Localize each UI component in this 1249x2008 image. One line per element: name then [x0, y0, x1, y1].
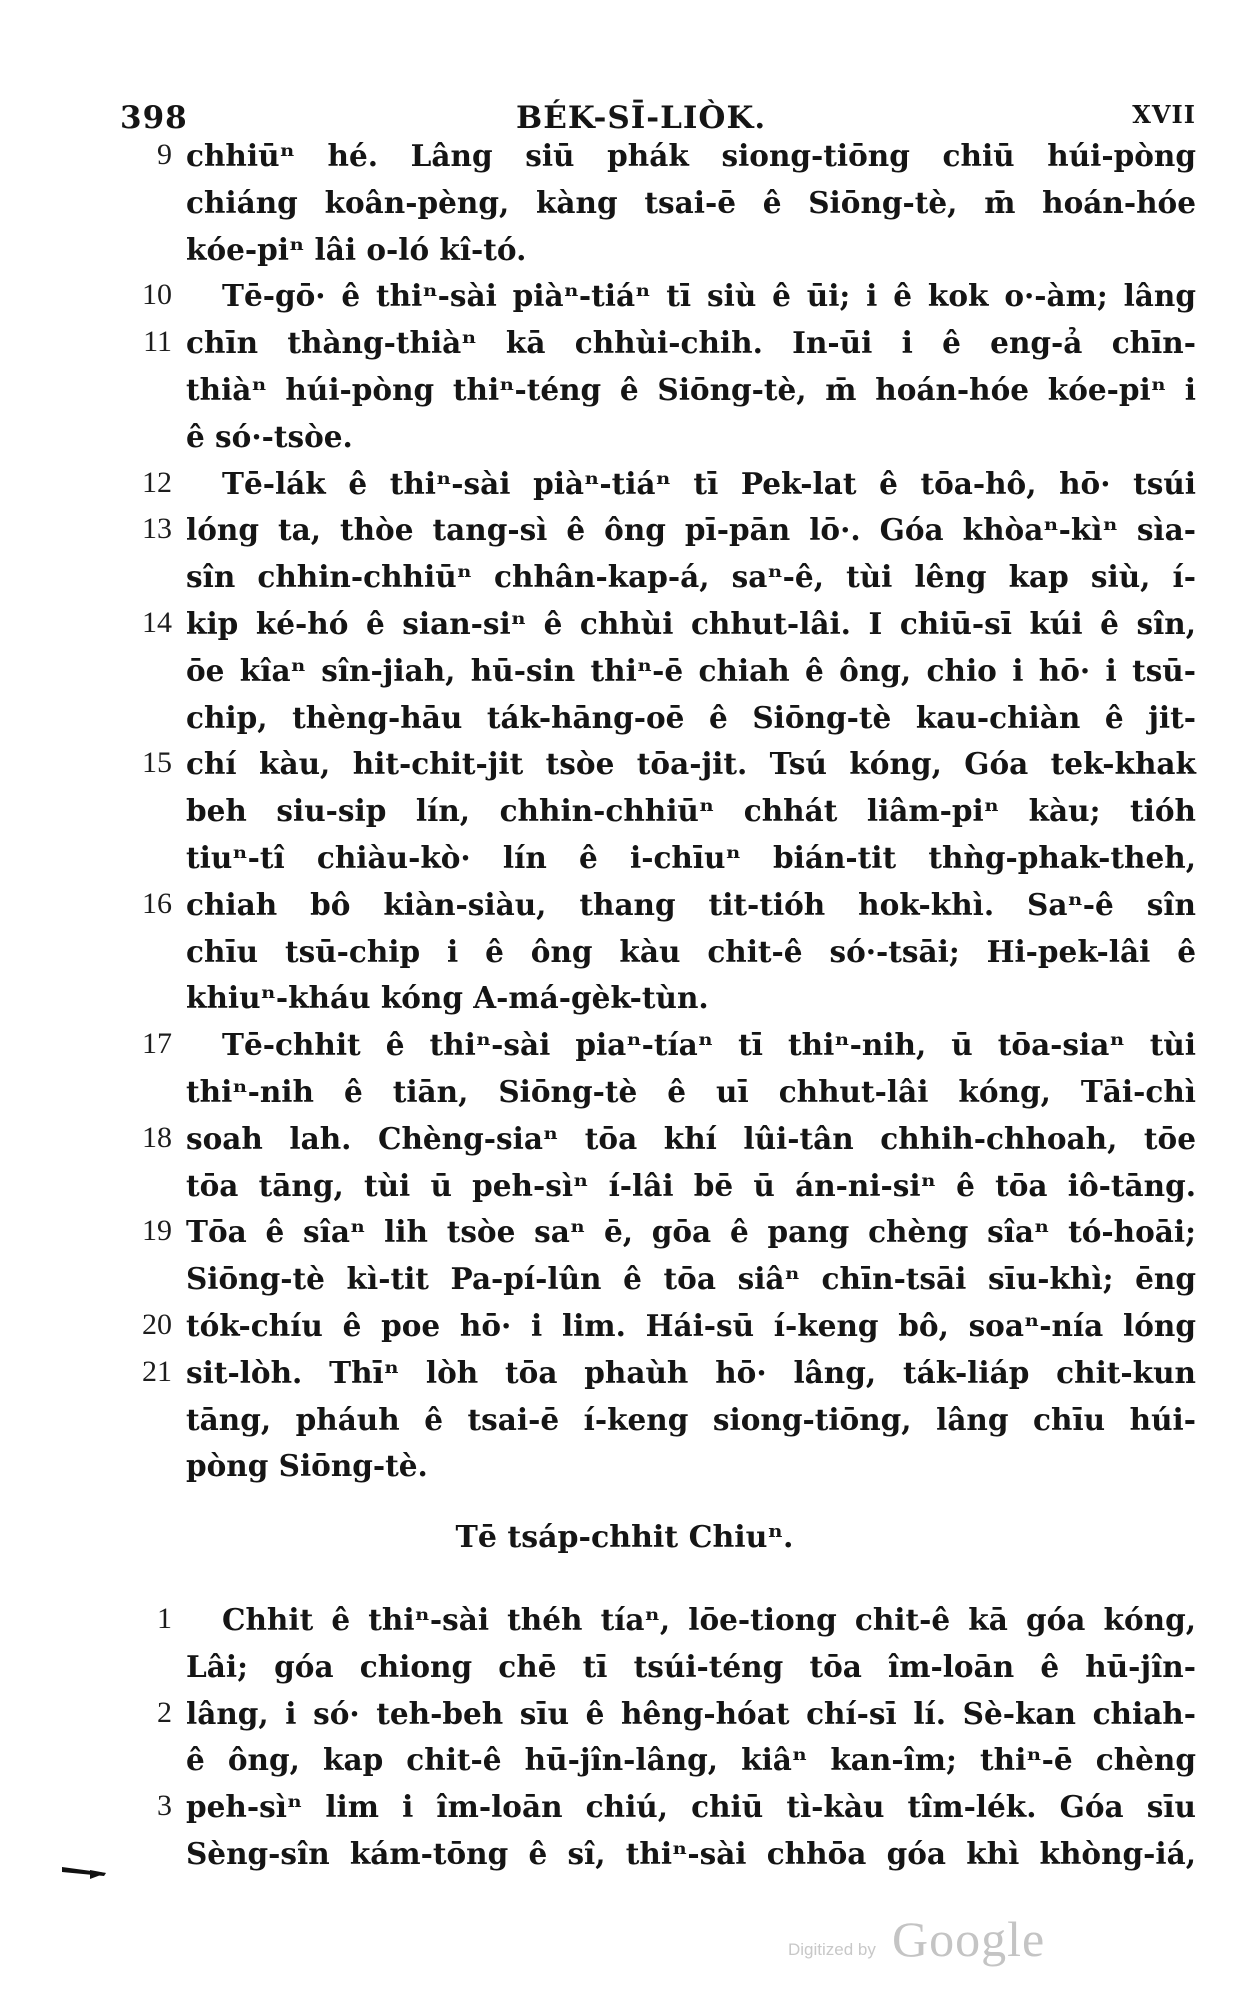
verse-number: 9	[157, 138, 172, 171]
verse-number: 17	[142, 1027, 172, 1061]
line-text: Chhit ê thiⁿ-sài théh tíaⁿ, lōe-tiong chit-ê kā góa kóng,	[222, 1602, 1196, 1637]
chapter-number: XVII	[1132, 100, 1196, 129]
text-line	[0, 1072, 1249, 1118]
text-line	[0, 183, 1249, 229]
line-text: tók-chíu ê poe hō· i lim. Hái-sū í-keng bô, soaⁿ-nía lóng	[186, 1308, 1196, 1343]
watermark-small-text: Digitized by	[788, 1940, 876, 1959]
text-line	[0, 1166, 1249, 1212]
text-line	[0, 557, 1249, 603]
text-line	[0, 1647, 1249, 1693]
text-line	[0, 744, 1249, 790]
text-line	[0, 1400, 1249, 1446]
text-line	[0, 791, 1249, 837]
verse-number: 18	[142, 1120, 172, 1154]
text-line	[0, 1353, 1249, 1399]
verse-number: 13	[142, 512, 172, 546]
line-text: Tōa ê sîaⁿ lih tsòe saⁿ ē, gōa ê pang chèng sîaⁿ tó-hoāi;	[186, 1214, 1196, 1250]
text-line	[0, 1740, 1249, 1786]
line-text: kóe-piⁿ lâi o-ló kî-tó.	[186, 231, 527, 267]
text-line	[0, 323, 1249, 369]
text-line	[0, 1212, 1249, 1258]
line-text: soah lah. Chèng-siaⁿ tōa khí lûi-tân chhih-chhoah, tōe	[186, 1120, 1196, 1156]
line-text: Lâi; góa chiong chē tī tsúi-téng tōa îm-loān ê hū-jîn-	[186, 1648, 1196, 1684]
text-line	[0, 885, 1249, 931]
line-text: peh-sìⁿ lim i îm-loān chiú, chiū tì-kàu tîm-lék. Góa sīu	[186, 1789, 1196, 1825]
line-text: ê ông, kap chit-ê hū-jîn-lâng, kiâⁿ kan-îm; thiⁿ-ē chèng	[186, 1742, 1196, 1778]
text-line	[0, 1600, 1249, 1646]
line-text: Tē-lák ê thiⁿ-sài piàⁿ-tiáⁿ tī Pek-lat ê tōa-hô, hō· tsúi	[222, 465, 1196, 501]
text-line	[0, 932, 1249, 978]
verse-number: 14	[142, 606, 172, 639]
text-line	[0, 1787, 1249, 1833]
text-line	[0, 838, 1249, 884]
verse-number: 12	[142, 465, 172, 499]
line-text: tōa tāng, tùi ū peh-sìⁿ í-lâi bē ū án-ni-siⁿ ê tōa iô-tāng.	[186, 1167, 1196, 1203]
line-text: Sèng-sîn kám-tōng ê sî, thiⁿ-sài chhōa góa khì khòng-iá,	[186, 1836, 1196, 1871]
text-line	[0, 276, 1249, 322]
text-line	[0, 1834, 1249, 1880]
line-text: thiàⁿ húi-pòng thiⁿ-téng ê Siōng-tè, m̄ hoán-hóe kóe-piⁿ i	[186, 372, 1196, 407]
text-line	[0, 698, 1249, 744]
line-text: Tē-gō· ê thiⁿ-sài piàⁿ-tiáⁿ tī siù ê ūi; i ê kok o·-àm; lâng	[222, 278, 1196, 314]
text-line	[0, 1025, 1249, 1071]
text-line	[0, 417, 1249, 463]
line-text: chí kàu, hit-chit-jit tsòe tōa-jit. Tsú kóng, Góa tek-khak	[186, 746, 1196, 782]
text-line	[0, 370, 1249, 416]
line-text: tāng, pháuh ê tsai-ē í-keng siong-tiōng, lâng chīu húi-	[186, 1401, 1196, 1437]
line-text: tiuⁿ-tî chiàu-kò· lín ê i-chīuⁿ bián-tit thǹg-phak-theh,	[186, 840, 1196, 875]
line-text: Tē-chhit ê thiⁿ-sài piaⁿ-tíaⁿ tī thiⁿ-nih, ū tōa-siaⁿ tùi	[222, 1027, 1196, 1063]
text-line	[0, 510, 1249, 556]
text-line	[0, 1694, 1249, 1740]
line-text: chhiūⁿ hé. Lâng siū phák siong-tiōng chiū húi-pòng	[186, 138, 1196, 173]
running-title: BÉK-SĪ-LIÒK.	[516, 100, 767, 136]
verse-number: 11	[143, 325, 172, 359]
digitized-watermark	[788, 1908, 1088, 1978]
text-line	[0, 136, 1249, 182]
text-line	[0, 1306, 1249, 1352]
line-text: khiuⁿ-kháu kóng A-má-gèk-tùn.	[186, 980, 709, 1016]
text-line	[0, 1259, 1249, 1305]
line-text: sit-lòh. Thīⁿ lòh tōa phaùh hō· lâng, ták-liáp chit-kun	[186, 1354, 1196, 1390]
verse-number: 20	[142, 1308, 172, 1341]
verse-number: 15	[142, 746, 172, 780]
watermark-logo-text: Google	[892, 1911, 1046, 1967]
line-text: lóng ta, thòe tang-sì ê ông pī-pān lō·. Góa khòaⁿ-kìⁿ sìa-	[186, 512, 1196, 548]
verse-number: 16	[142, 886, 172, 920]
line-text: Siōng-tè kì-tit Pa-pí-lûn ê tōa siâⁿ chīn-tsāi sīu-khì; ēng	[186, 1261, 1196, 1297]
text-line	[0, 1446, 1249, 1492]
verse-number: 2	[157, 1695, 172, 1729]
text-line	[0, 464, 1249, 510]
line-text: chip, thèng-hāu ták-hāng-oē ê Siōng-tè kau-chiàn ê jit-	[186, 699, 1196, 735]
line-text: ê só·-tsòe.	[186, 418, 353, 454]
line-text: ōe kîaⁿ sîn-jiah, hū-sin thiⁿ-ē chiah ê ông, chio i hō· i tsū-	[186, 652, 1196, 688]
line-text: chiah bô kiàn-siàu, thang tit-tióh hok-khì. Saⁿ-ê sîn	[186, 886, 1196, 922]
text-line	[0, 230, 1249, 276]
line-text: beh siu-sip lín, chhin-chhiūⁿ chhát liâm-piⁿ kàu; tióh	[186, 793, 1196, 829]
line-text: chīu tsū-chip i ê ông kàu chit-ê só·-tsāi; Hi-pek-lâi ê	[186, 933, 1196, 969]
page-number: 398	[120, 100, 188, 136]
verse-number: 10	[142, 278, 172, 312]
chapter-17-heading: Tē tsáp-chhit Chiuⁿ.	[455, 1520, 794, 1555]
text-line	[0, 1119, 1249, 1165]
verse-number: 21	[142, 1354, 172, 1388]
line-text: lâng, i só· teh-beh sīu ê hêng-hóat chí-sī lí. Sè-kan chiah-	[186, 1695, 1196, 1731]
line-text: chīn thàng-thiàⁿ kā chhùi-chih. In-ūi i ê eng-ả chīn-	[186, 325, 1196, 361]
line-text: thiⁿ-nih ê tiān, Siōng-tè ê uī chhut-lâi kóng, Tāi-chì	[186, 1074, 1196, 1109]
margin-pointer-mark	[60, 1860, 110, 1882]
text-line	[0, 651, 1249, 697]
text-line	[0, 978, 1249, 1024]
verse-number: 3	[157, 1789, 172, 1823]
verse-number: 1	[157, 1602, 172, 1635]
line-text: pòng Siōng-tè.	[186, 1448, 428, 1484]
text-line	[0, 604, 1249, 650]
line-text: sîn chhin-chhiūⁿ chhân-kap-á, saⁿ-ê, tùi lêng kap siù, í-	[186, 559, 1196, 595]
line-text: kip ké-hó ê sian-siⁿ ê chhùi chhut-lâi. I chiū-sī kúi ê sîn,	[186, 606, 1196, 641]
line-text: chiáng koân-pèng, kàng tsai-ē ê Siōng-tè, m̄ hoán-hóe	[186, 184, 1196, 220]
verse-number: 19	[142, 1214, 172, 1248]
